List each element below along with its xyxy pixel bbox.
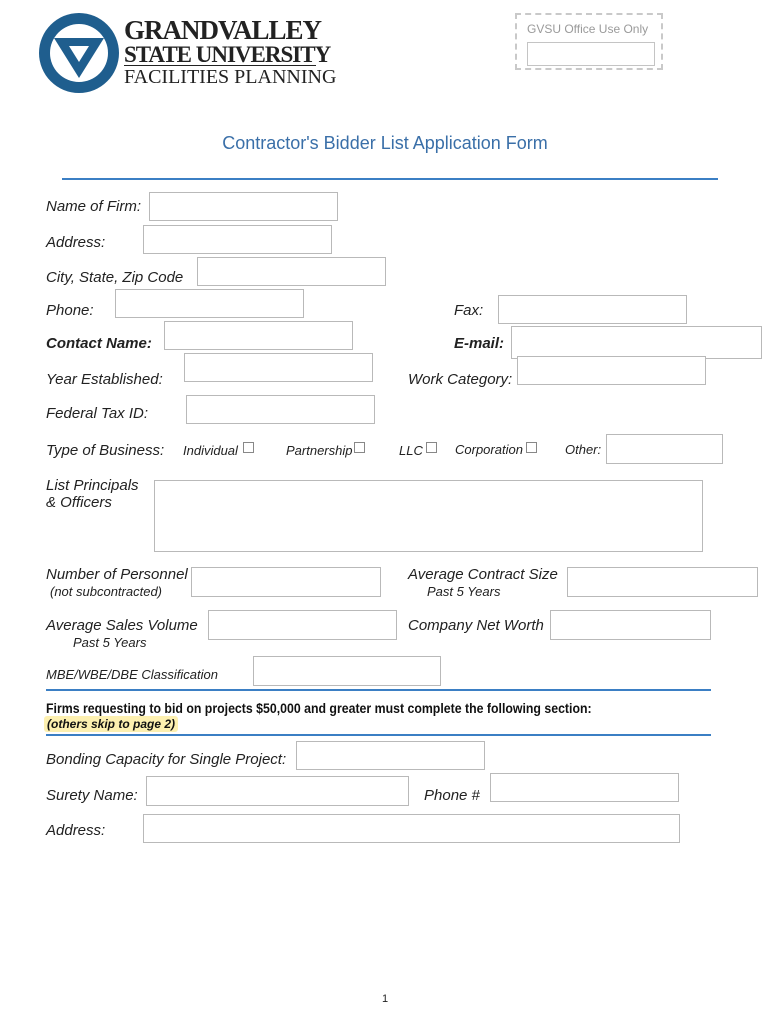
number-of-personnel-label: Number of Personnel	[46, 566, 188, 583]
name-of-firm-field[interactable]	[149, 192, 338, 221]
mbe-classification-field[interactable]	[253, 656, 441, 686]
surety-phone-field[interactable]	[490, 773, 679, 802]
form-title: Contractor's Bidder List Application Form	[222, 133, 548, 153]
business-type-partnership-label: Partnership	[286, 443, 353, 458]
address-label: Address:	[46, 234, 106, 251]
contact-name-field[interactable]	[164, 321, 353, 350]
bonding-notice: Firms requesting to bid on projects $50,000 and greater must complete the following section:	[46, 700, 592, 716]
bonding-capacity-field[interactable]	[296, 741, 485, 770]
company-net-worth-field[interactable]	[550, 610, 711, 640]
other-label: Other:	[565, 442, 602, 457]
work-category-field[interactable]	[517, 356, 706, 385]
work-category-label: Work Category:	[408, 371, 513, 388]
business-type-corporation-label: Corporation	[455, 442, 523, 457]
year-established-field[interactable]	[184, 353, 373, 382]
logo-line-1: GRANDVALLEY	[124, 15, 322, 45]
llc-checkbox[interactable]	[426, 442, 437, 453]
business-type-individual-label: Individual	[183, 443, 238, 458]
federal-tax-id-field[interactable]	[186, 395, 375, 424]
gv-emblem-icon	[38, 12, 120, 94]
skip-note: (others skip to page 2)	[44, 716, 178, 732]
federal-tax-id-label: Federal Tax ID:	[46, 405, 148, 422]
average-sales-volume-field[interactable]	[208, 610, 397, 640]
page-number: 1	[381, 993, 389, 1005]
surety-address-label: Address:	[46, 822, 106, 839]
phone-field[interactable]	[115, 289, 304, 318]
bonding-top-rule	[46, 689, 711, 691]
email-label: E-mail:	[454, 335, 505, 352]
corporation-checkbox[interactable]	[526, 442, 537, 453]
surety-name-field[interactable]	[146, 776, 409, 806]
company-net-worth-label: Company Net Worth	[408, 617, 544, 634]
city-state-zip-label: City, State, Zip Code	[46, 269, 184, 286]
average-contract-size-field[interactable]	[567, 567, 758, 597]
office-use-label: GVSU Office Use Only	[527, 22, 649, 36]
type-of-business-label: Type of Business:	[46, 442, 165, 459]
email-field[interactable]	[511, 326, 762, 359]
average-contract-size-label: Average Contract Size	[408, 566, 558, 583]
fax-field[interactable]	[498, 295, 687, 324]
surety-phone-label: Phone #	[424, 787, 480, 804]
name-of-firm-label: Name of Firm:	[46, 198, 142, 215]
bonding-capacity-label: Bonding Capacity for Single Project:	[46, 751, 287, 768]
principals-field[interactable]	[154, 480, 703, 552]
number-of-personnel-field[interactable]	[191, 567, 381, 597]
title-rule	[62, 178, 718, 180]
partnership-checkbox[interactable]	[354, 442, 365, 453]
other-field[interactable]	[606, 434, 723, 464]
surety-address-field[interactable]	[143, 814, 680, 843]
year-established-label: Year Established:	[46, 371, 163, 388]
principals-label-line2: & Officers	[46, 494, 112, 511]
mbe-classification-label: MBE/WBE/DBE Classification	[46, 667, 218, 682]
average-sales-volume-label: Average Sales Volume	[46, 617, 198, 634]
city-state-zip-field[interactable]	[197, 257, 386, 286]
logo-line-2: STATE UNIVERSITY	[124, 42, 331, 67]
office-use-field[interactable]	[527, 42, 655, 66]
principals-label-line1: List Principals	[46, 477, 139, 494]
business-type-llc-label: LLC	[399, 443, 423, 458]
surety-name-label: Surety Name:	[46, 787, 138, 804]
sales-past-5-years-label: Past 5 Years	[73, 635, 147, 650]
bonding-bottom-rule	[46, 734, 711, 736]
not-subcontracted-label: (not subcontracted)	[50, 584, 163, 599]
contract-size-past-5-years-label: Past 5 Years	[427, 584, 501, 599]
fax-label: Fax:	[454, 302, 484, 319]
contact-name-label: Contact Name:	[46, 335, 152, 352]
address-field[interactable]	[143, 225, 332, 254]
individual-checkbox[interactable]	[243, 442, 254, 453]
logo-line-3: FACILITIES PLANNING	[124, 66, 337, 88]
phone-label: Phone:	[46, 302, 94, 319]
